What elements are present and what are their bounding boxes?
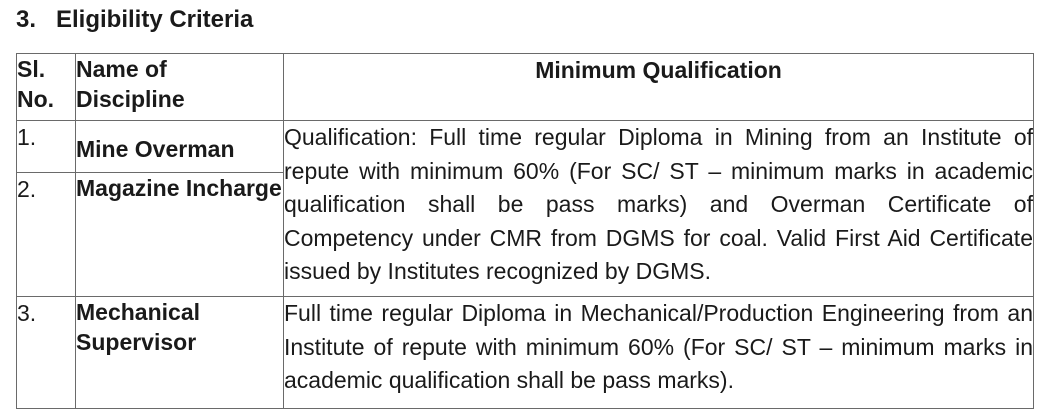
row-sl-no: 2.: [17, 173, 76, 297]
header-discipline: [76, 54, 284, 121]
row-qualification: Qualification: Full time regular Diploma in Mining from an Institute of repute with minimum 60% (For SC/ ST – minimum marks in academic qualification shall be pass marks) and Overman Certificate of Competency under CMR from DGMS for coal. Valid First Aid Certificate issued by Institutes recognized by DGMS.: [284, 121, 1034, 297]
section-number: 3.: [16, 6, 37, 33]
header-row: [17, 54, 1034, 121]
row-sl-no: 3.: [17, 297, 76, 409]
row-discipline: Mechanical Supervisor: [76, 297, 284, 409]
table-body: [17, 121, 1034, 409]
row-discipline: Mine Overman: [76, 121, 284, 173]
section-title: Eligibility Criteria: [56, 6, 254, 33]
table-header: [17, 54, 1034, 121]
header-minimum-qualification: Minimum Qualification: [284, 54, 1034, 121]
eligibility-criteria-table: [16, 53, 1034, 409]
row-discipline: Magazine Incharge: [76, 173, 284, 297]
row-qualification: Full time regular Diploma in Mechanical/Production Engineering from an Institute of repute with minimum 60% (For SC/ ST – minimum marks in academic qualification shall be pass marks).: [284, 297, 1034, 409]
header-sl-no-line2: No.: [17, 86, 55, 112]
section-heading: [16, 4, 253, 36]
header-sl-no-line1: Sl.: [17, 56, 46, 82]
header-sl-no: [17, 54, 76, 121]
table-row: [17, 297, 1034, 409]
header-discipline-line1: Name of: [76, 56, 167, 82]
header-discipline-line2: Discipline: [76, 86, 185, 112]
row-sl-no: 1.: [17, 121, 76, 173]
table-row: [17, 121, 1034, 173]
